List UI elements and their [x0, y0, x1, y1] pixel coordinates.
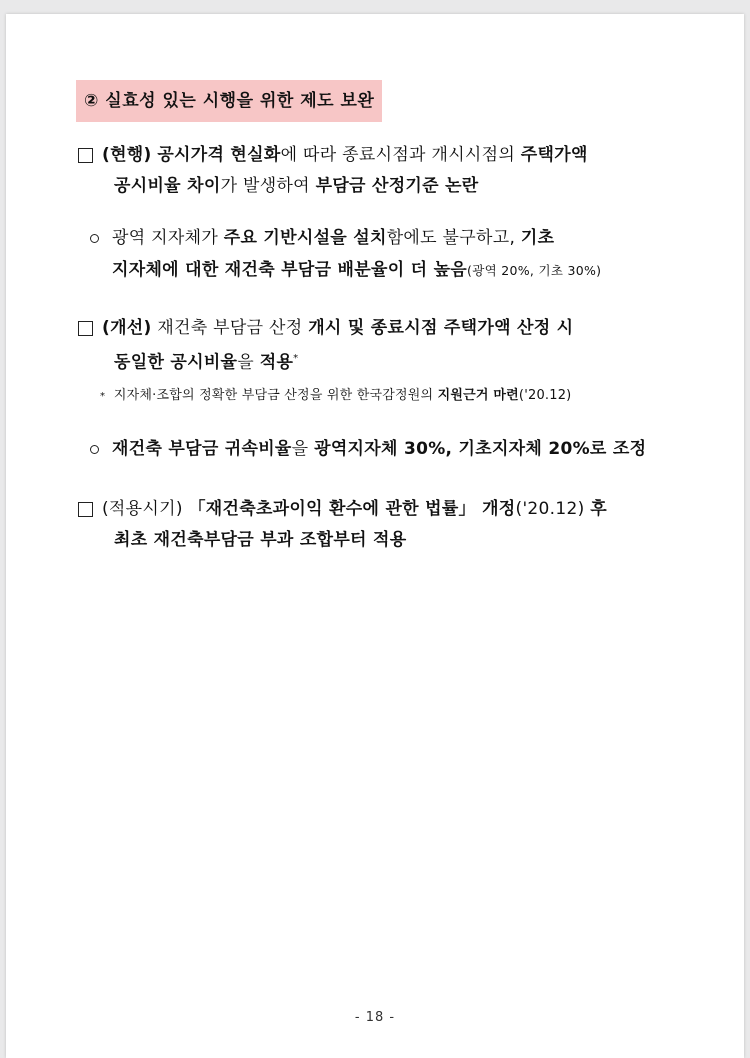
section2-label: (개선)	[102, 318, 152, 338]
bullet1-text2: 함에도 불구하고,	[386, 228, 521, 248]
section2-line2	[114, 347, 298, 375]
bullet1-bold2: 기초	[520, 228, 555, 248]
bullet1-line2	[112, 258, 601, 283]
footnote-bold1: 지원근거 마련	[437, 388, 519, 403]
footnote-mark: *	[100, 391, 106, 402]
document-page	[6, 14, 744, 1058]
section1-bold2: 주택가액	[520, 145, 588, 165]
section1-text2: 가 발생하여	[220, 176, 316, 196]
checkbox-square-icon	[78, 502, 93, 517]
footnote-star: *	[293, 353, 299, 364]
section1-bold4: 부담금 산정기준 논란	[315, 176, 479, 196]
footnote-line	[100, 386, 571, 407]
section2-bold2: 동일한 공시비율	[114, 352, 238, 373]
section2-bold3: 적용	[259, 352, 294, 373]
section3-line1	[102, 497, 607, 521]
footnote-date: ('20.12)	[518, 388, 572, 403]
section2-bold1: 개시 및 종료시점 주택가액 산정 시	[308, 318, 574, 338]
section3-date: ('20.12)	[515, 499, 591, 519]
section3-line2	[114, 528, 406, 552]
section1-line1	[102, 143, 588, 167]
section1-label: (현행)	[102, 145, 152, 165]
section3-bold1: 「재건축초과이익 환수에 관한 법률」 개정	[188, 499, 516, 519]
bullet1-text1: 광역 지자체가	[112, 228, 224, 248]
checkbox-square-icon	[78, 148, 93, 163]
bullet2-bold1: 재건축 부담금 귀속비율	[112, 439, 292, 459]
section1-line2	[114, 174, 479, 198]
section1-text1: 에 따라 종료시점과 개시시점의	[280, 145, 521, 165]
bullet1-line1	[112, 226, 554, 250]
section1-bold1: 공시가격 현실화	[157, 145, 281, 165]
bullet1-bold3: 지자체에 대한 재건축 부담금 배분율이 더 높음	[112, 260, 468, 280]
bullet2-bold2: 광역지자체 30%, 기초지자체 20%로 조정	[314, 439, 647, 459]
bullet2-line	[112, 437, 646, 461]
section3-bold2: 후	[590, 499, 607, 519]
page-number: - 18 -	[354, 1010, 396, 1025]
section3-bold3: 최초 재건축부담금 부과 조합부터 적용	[114, 530, 407, 550]
section2-line1	[102, 316, 573, 340]
section2-text2: 을	[237, 352, 260, 373]
checkbox-square-icon	[78, 321, 93, 336]
footnote-text1: 지자체·조합의 정확한 부담금 산정을 위한 한국감정원의	[113, 388, 438, 403]
section-heading: ② 실효성 있는 시행을 위한 제도 보완	[76, 80, 382, 122]
bullet1-bold1: 주요 기반시설을 설치	[223, 228, 387, 248]
section2-text1: 재건축 부담금 산정	[157, 318, 309, 338]
bullet-circle-icon	[90, 445, 99, 454]
section3-label: (적용시기)	[102, 499, 183, 519]
bullet-circle-icon	[90, 234, 99, 243]
section1-bold3: 공시비율 차이	[114, 176, 221, 196]
bullet2-text1: 을	[291, 439, 315, 459]
bullet1-ratio: (광역 20%, 기초 30%)	[467, 263, 602, 278]
